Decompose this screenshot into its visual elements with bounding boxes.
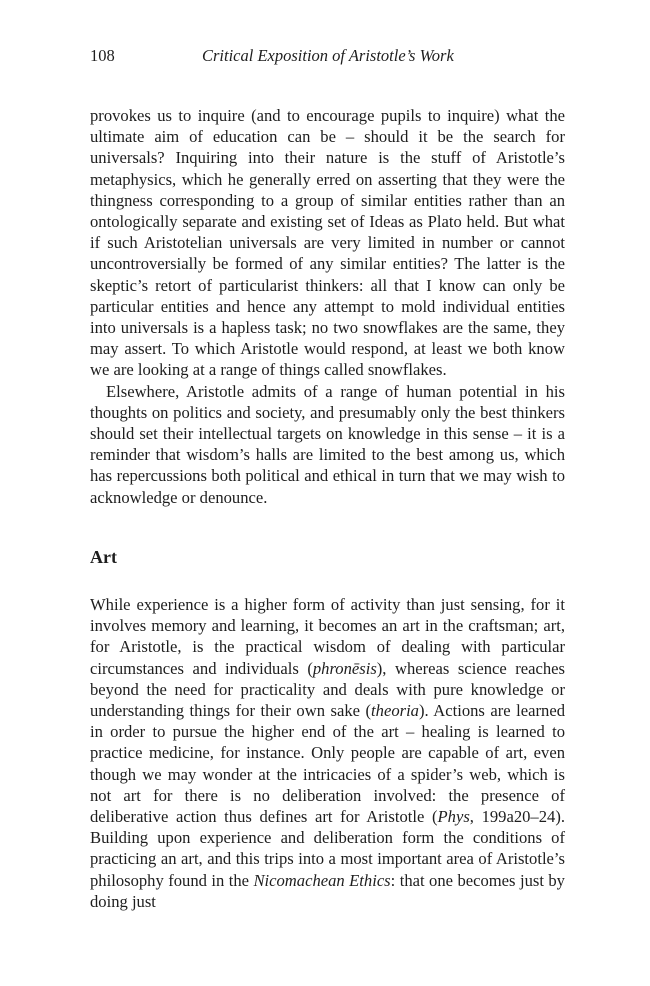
- body-text-art: [90, 594, 565, 912]
- running-title: Critical Exposition of Aristotle’s Work: [202, 46, 454, 65]
- section-heading-art: Art: [90, 547, 117, 567]
- paragraph-elsewhere: Elsewhere, Aristotle admits of a range of human potential in his thoughts on politics and society, and presumably only the best thinkers should set their intellectual targets on knowledge in this sense – it is a reminder that wisdom’s halls are limited to the best among us, which has repercussions both political and ethical in turn that we may wish to acknowledge or denounce.: [90, 381, 565, 507]
- art-text-2: ), whereas science reaches beyond the need for practicality and deals with pure knowledge or understanding things for their own sake (: [90, 658, 566, 721]
- art-text-5: : that one becomes just by doing just: [90, 870, 565, 911]
- title-nicomachean-ethics: Nicomachean Ethics: [253, 870, 391, 890]
- running-header: [90, 46, 565, 70]
- term-theoria: theoria: [371, 701, 419, 721]
- citation-phys: Phys: [437, 807, 470, 827]
- term-phronesis: phronēsis: [312, 658, 377, 678]
- paragraph-art: [90, 594, 565, 912]
- paragraph-continuation: provokes us to inquire (and to encourage pupils to inquire) what the ultimate aim of education can be – should it be the search for universals? Inquiring into their nature is the stuff of Aristotle’s metaphysics, which he generally erred on asserting that they were the thingness corresponding to a group of similar entities rather than an ontologically separate and existing set of Ideas as Plato held. But what if such Aristotelian universals are very limited in number or cannot uncontroversially be formed of any similar entities? The latter is the skeptic’s retort of particularist thinkers: all that I know can only be particular entities and hence any attempt to mold individual entities into universals is a hapless task; no two snowflakes are the same, they may assert. To which Aristotle would respond, at least we both know we are looking at a range of things called snowflakes.: [90, 106, 565, 380]
- page-number: 108: [90, 46, 115, 65]
- art-text-4: , 199a20–24). Building upon experience and deliberation form the conditions of practicing an art, and this trips into a most important area of Aristotle’s philosophy found in the: [90, 807, 565, 890]
- art-text-1: While experience is a higher form of activity than just sensing, for it involves memory and learning, it becomes an art in the craftsman; art, for Aristotle, is the practical wisdom of dealing with particular circumstances and individuals (: [90, 595, 565, 678]
- body-text-top: [90, 105, 565, 508]
- art-text-3: ). Actions are learned in order to pursue the higher end of the art – healing is learned to practice medicine, for instance. Only people are capable of art, even though we may wonder at the intricacies of a spider’s web, which is not art for there is no deliberation involved: the presence of deliberative action thus defines art for Aristotle (: [90, 701, 565, 827]
